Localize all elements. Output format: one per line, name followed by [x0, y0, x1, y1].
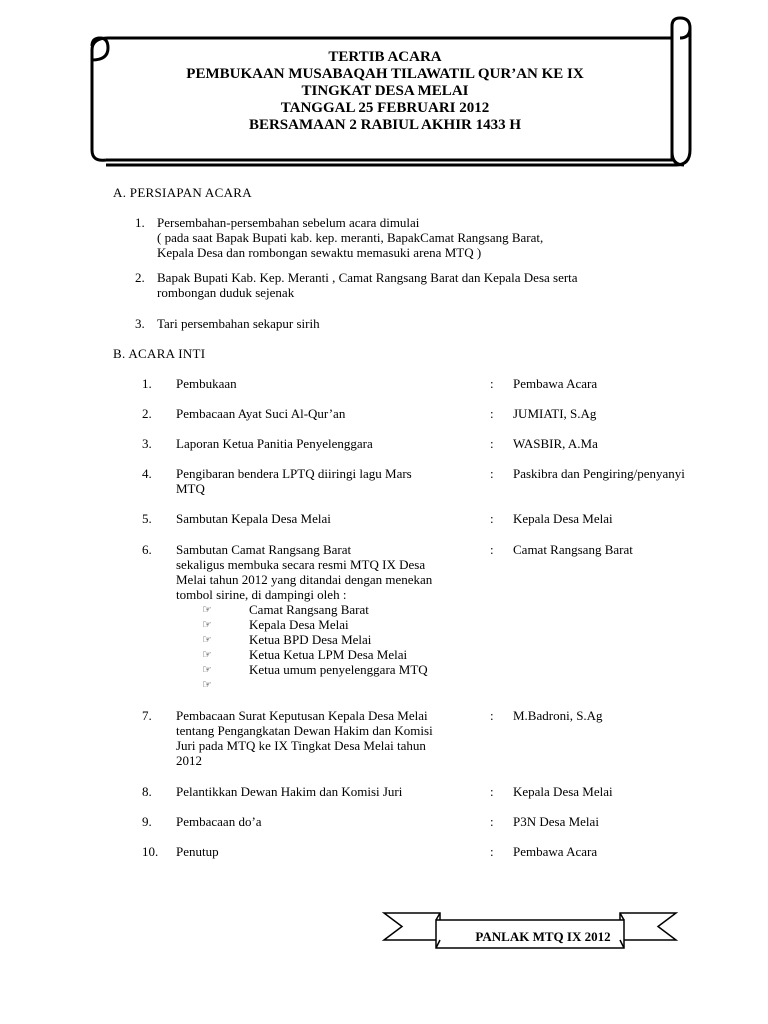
agenda-activity: Sambutan Camat Rangsang Barat: [176, 542, 352, 557]
accompanying-name: Ketua umum penyelenggara MTQ: [249, 662, 428, 677]
agenda-activity: Pembacaan do’a: [176, 814, 262, 829]
agenda-activity: tentang Pengangkatan Dewan Hakim dan Komisi: [176, 723, 433, 738]
agenda-responsible: M.Badroni, S.Ag: [513, 708, 603, 723]
hand-pointing-right-icon: ☞: [202, 678, 212, 691]
accompanying-item: [176, 632, 481, 647]
accompanying-item: [176, 662, 481, 677]
accompanying-name: Ketua BPD Desa Melai: [249, 632, 372, 647]
agenda-colon: :: [490, 511, 494, 526]
agenda-number: 5.: [142, 511, 152, 526]
agenda-number: 1.: [142, 376, 152, 391]
agenda-responsible: Kepala Desa Melai: [513, 784, 613, 799]
accompanying-item: [176, 647, 481, 662]
agenda-activity: Pembacaan Ayat Suci Al-Qur’an: [176, 406, 346, 421]
agenda-activity: Pengibaran bendera LPTQ diiringi lagu Mars: [176, 466, 412, 481]
agenda-colon: :: [490, 542, 494, 557]
accompanying-list: [176, 602, 481, 692]
agenda-responsible: P3N Desa Melai: [513, 814, 599, 829]
agenda-colon: :: [490, 708, 494, 723]
agenda-number: 6.: [142, 542, 152, 557]
prep-item-text: Persembahan-persembahan sebelum acara dimulai: [157, 215, 420, 230]
footer-label: PANLAK MTQ IX 2012: [475, 929, 611, 944]
title-line: BERSAMAAN 2 RABIUL AKHIR 1433 H: [248, 117, 522, 133]
hand-pointing-right-icon: ☞: [202, 603, 212, 616]
agenda-number: 3.: [142, 436, 152, 451]
agenda-activity: Penutup: [176, 844, 219, 859]
agenda-responsible: Pembawa Acara: [513, 844, 598, 859]
prep-item-text: Bapak Bupati Kab. Kep. Meranti , Camat Rangsang Barat dan Kepala Desa serta: [157, 270, 578, 285]
accompanying-item: [176, 602, 481, 617]
title-line: TANGGAL 25 FEBRUARI 2012: [280, 100, 490, 116]
agenda-responsible: Paskibra dan Pengiring/penyanyi: [513, 466, 685, 481]
agenda-responsible: Kepala Desa Melai: [513, 511, 613, 526]
hand-pointing-right-icon: ☞: [202, 633, 212, 646]
agenda-number: 9.: [142, 814, 152, 829]
accompanying-item: [176, 677, 481, 692]
prep-item-number: 1.: [135, 215, 145, 230]
agenda-responsible: WASBIR, A.Ma: [513, 436, 598, 451]
accompanying-item: [176, 617, 481, 632]
agenda-number: 10.: [142, 844, 159, 859]
document-title: [140, 49, 630, 134]
prep-item-text: Kepala Desa dan rombongan sewaktu memasuki arena MTQ ): [157, 245, 482, 260]
agenda-responsible: JUMIATI, S.Ag: [513, 406, 597, 421]
hand-pointing-right-icon: ☞: [202, 618, 212, 631]
agenda-number: 7.: [142, 708, 152, 723]
agenda-activity: Pembukaan: [176, 376, 237, 391]
agenda-responsible: Camat Rangsang Barat: [513, 542, 633, 557]
agenda-colon: :: [490, 376, 494, 391]
prep-item-number: 2.: [135, 270, 145, 285]
agenda-colon: :: [490, 784, 494, 799]
title-line: TINGKAT DESA MELAI: [301, 83, 469, 99]
accompanying-name: Camat Rangsang Barat: [249, 602, 369, 617]
prep-item-text: rombongan duduk sejenak: [157, 285, 295, 300]
accompanying-name: Ketua Ketua LPM Desa Melai: [249, 647, 408, 662]
title-line: TERTIB ACARA: [328, 49, 442, 65]
agenda-activity: Melai tahun 2012 yang ditandai dengan menekan: [176, 572, 433, 587]
agenda-colon: :: [490, 406, 494, 421]
agenda-number: 4.: [142, 466, 152, 481]
agenda-colon: :: [490, 436, 494, 451]
prep-item-text: Tari persembahan sekapur sirih: [157, 316, 320, 331]
hand-pointing-right-icon: ☞: [202, 648, 212, 661]
agenda-activity: Sambutan Kepala Desa Melai: [176, 511, 331, 526]
agenda-activity: Pembacaan Surat Keputusan Kepala Desa Melai: [176, 708, 428, 723]
section-a-heading: A. PERSIAPAN ACARA: [113, 185, 252, 200]
hand-pointing-right-icon: ☞: [202, 663, 212, 676]
accompanying-name: Kepala Desa Melai: [249, 617, 349, 632]
agenda-colon: :: [490, 844, 494, 859]
agenda-colon: :: [490, 466, 494, 481]
prep-item-text: ( pada saat Bapak Bupati kab. kep. meranti, BapakCamat Rangsang Barat,: [157, 230, 544, 245]
section-b-heading: B. ACARA INTI: [113, 346, 206, 361]
agenda-activity: sekaligus membuka secara resmi MTQ IX Desa: [176, 557, 426, 572]
agenda-activity: 2012: [176, 753, 202, 768]
agenda-number: 8.: [142, 784, 152, 799]
title-line: PEMBUKAAN MUSABAQAH TILAWATIL QUR’AN KE IX: [186, 66, 584, 82]
agenda-activity: Pelantikkan Dewan Hakim dan Komisi Juri: [176, 784, 403, 799]
agenda-activity: Juri pada MTQ ke IX Tingkat Desa Melai tahun: [176, 738, 426, 753]
agenda-number: 2.: [142, 406, 152, 421]
agenda-activity: MTQ: [176, 481, 205, 496]
agenda-activity: tombol sirine, di dampingi oleh :: [176, 587, 347, 602]
prep-item-number: 3.: [135, 316, 145, 331]
agenda-colon: :: [490, 814, 494, 829]
agenda-responsible: Pembawa Acara: [513, 376, 598, 391]
agenda-activity: Laporan Ketua Panitia Penyelenggara: [176, 436, 373, 451]
